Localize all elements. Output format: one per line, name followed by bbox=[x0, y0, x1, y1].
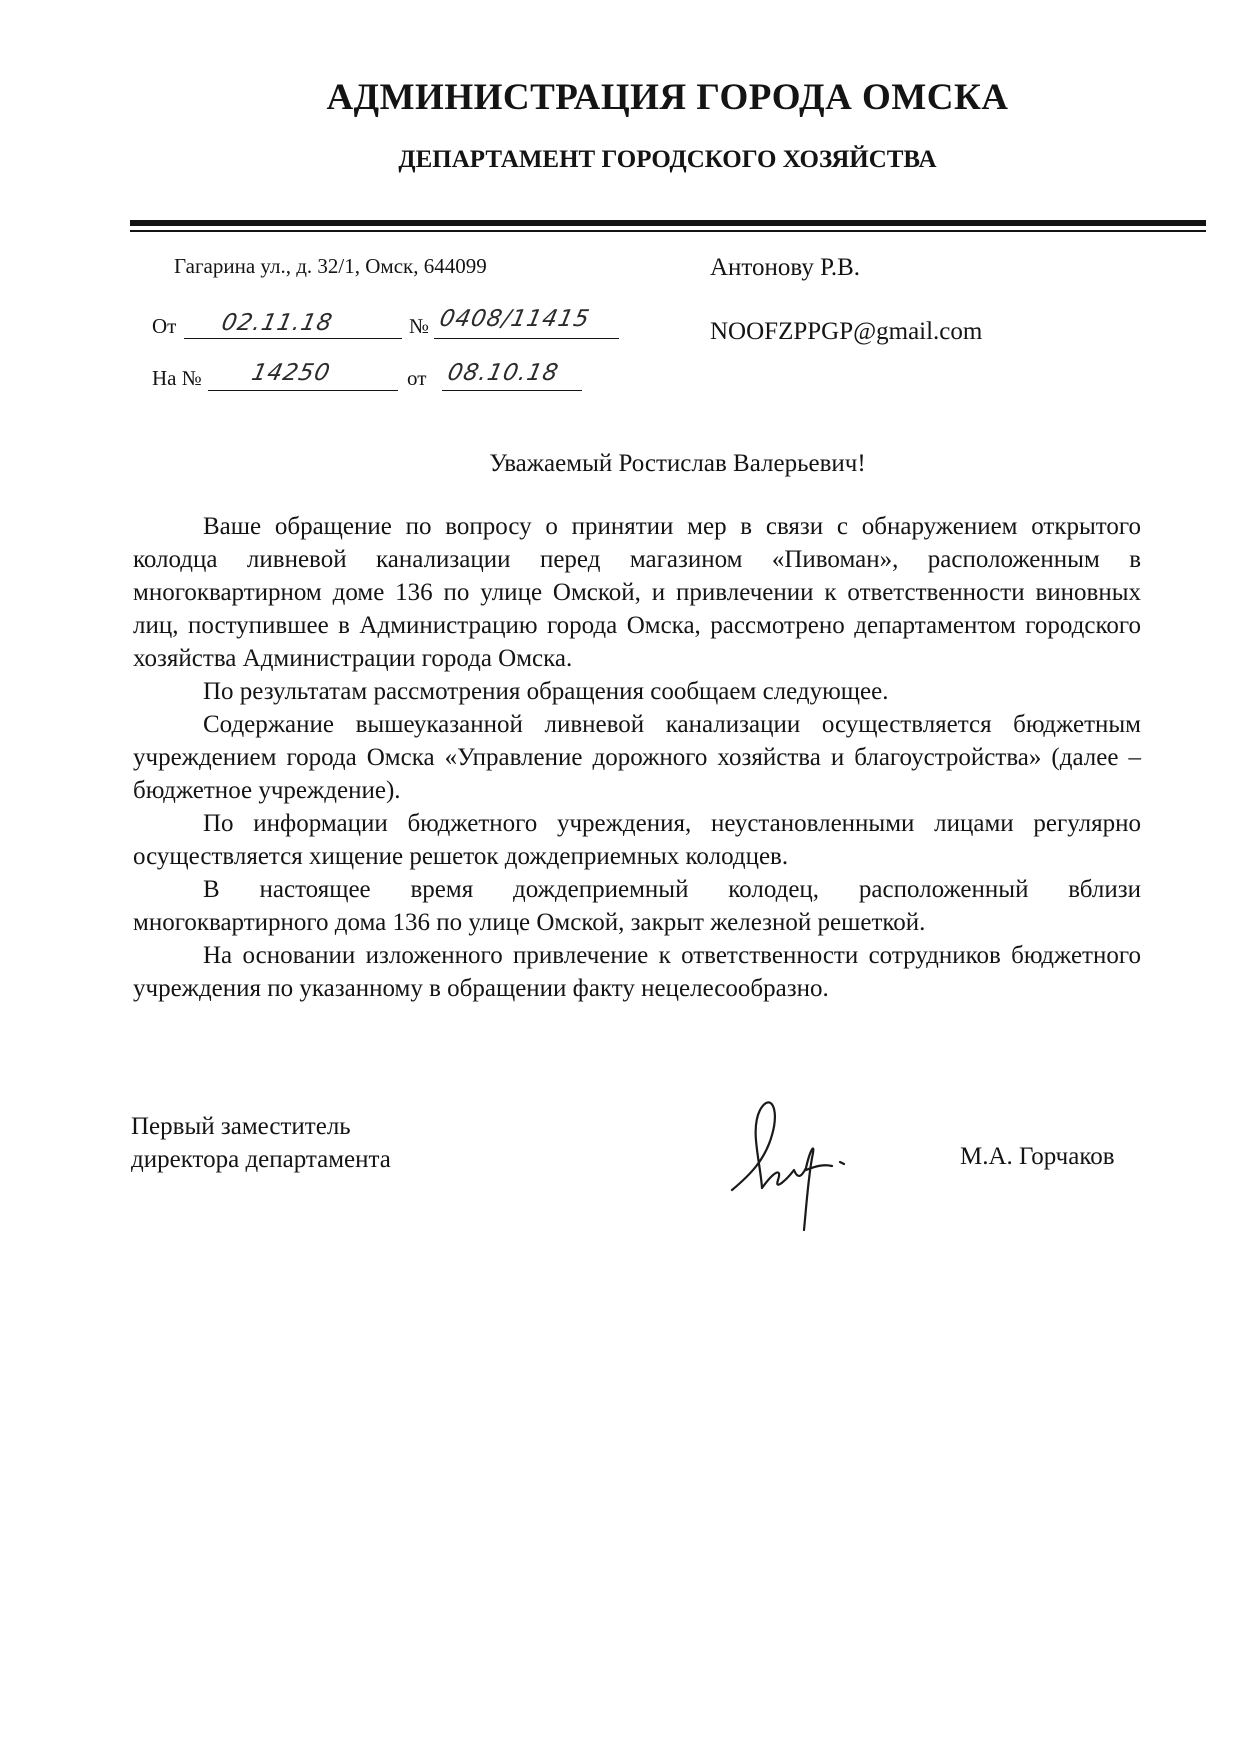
recipient-email: NOOFZPPGP@gmail.com bbox=[710, 318, 983, 345]
letter-body bbox=[133, 510, 1141, 1005]
incoming-date-value: 08.10.18 bbox=[445, 360, 562, 386]
signatory-position bbox=[131, 1110, 391, 1176]
outgoing-number-value: 0408/11415 bbox=[437, 306, 593, 332]
reply-to-label: На № bbox=[152, 366, 202, 390]
signatory-position-line-2: директора департамента bbox=[131, 1146, 391, 1173]
body-paragraph: В настоящее время дождеприемный колодец, расположенный вблизи многоквартирного дома 136 по улице Омской, закрыт железной решеткой. bbox=[133, 876, 1141, 936]
body-paragraph: По результатам рассмотрения обращения сообщаем следующее. bbox=[203, 678, 889, 705]
number-label: № bbox=[409, 314, 430, 338]
header-rule-thin bbox=[130, 230, 1206, 232]
body-paragraph: Ваше обращение по вопросу о принятии мер в связи с обнаружением открытого колодца ливневой канализации перед магазином «Пивоман», расположенным в многоквартирном доме 136 по улице Омской, и привлечении к ответственности виновных лиц, поступившее в Администрацию города Омска, рассмотрено департаментом городского хозяйства Администрации города Омска. bbox=[133, 513, 1141, 672]
handwritten-signature bbox=[720, 1080, 870, 1240]
signatory-position-line-1: Первый заместитель bbox=[131, 1113, 351, 1140]
body-paragraph: По информации бюджетного учреждения, неустановленными лицами регулярно осуществляется хищение решеток дождеприемных колодцев. bbox=[133, 810, 1141, 870]
header-rule-thick bbox=[130, 220, 1206, 226]
signatory-name: М.А. Горчаков bbox=[960, 1143, 1115, 1170]
organization-title: АДМИНИСТРАЦИЯ ГОРОДА ОМСКА bbox=[326, 77, 1009, 118]
sender-address: Гагарина ул., д. 32/1, Омск, 644099 bbox=[174, 254, 487, 278]
incoming-reference-row bbox=[152, 362, 622, 396]
recipient-name: Антонову Р.В. bbox=[710, 254, 861, 281]
from-date-value: 02.11.18 bbox=[219, 310, 336, 336]
salutation: Уважаемый Ростислав Валерьевич! bbox=[489, 450, 866, 477]
from-label: От bbox=[152, 314, 177, 338]
body-paragraph: Содержание вышеуказанной ливневой канализации осуществляется бюджетным учреждением города Омска «Управление дорожного хозяйства и благоустройства» (далее – бюджетное учреждение). bbox=[133, 711, 1141, 804]
department-title: ДЕПАРТАМЕНТ ГОРОДСКОГО ХОЗЯЙСТВА bbox=[398, 146, 937, 173]
body-paragraph: На основании изложенного привлечение к ответственности сотрудников бюджетного учреждения по указанному в обращении факту нецелесообразно. bbox=[133, 942, 1141, 1002]
outgoing-reference-row bbox=[152, 306, 622, 344]
incoming-number-value: 14250 bbox=[249, 360, 333, 386]
of-label: от bbox=[407, 366, 427, 390]
